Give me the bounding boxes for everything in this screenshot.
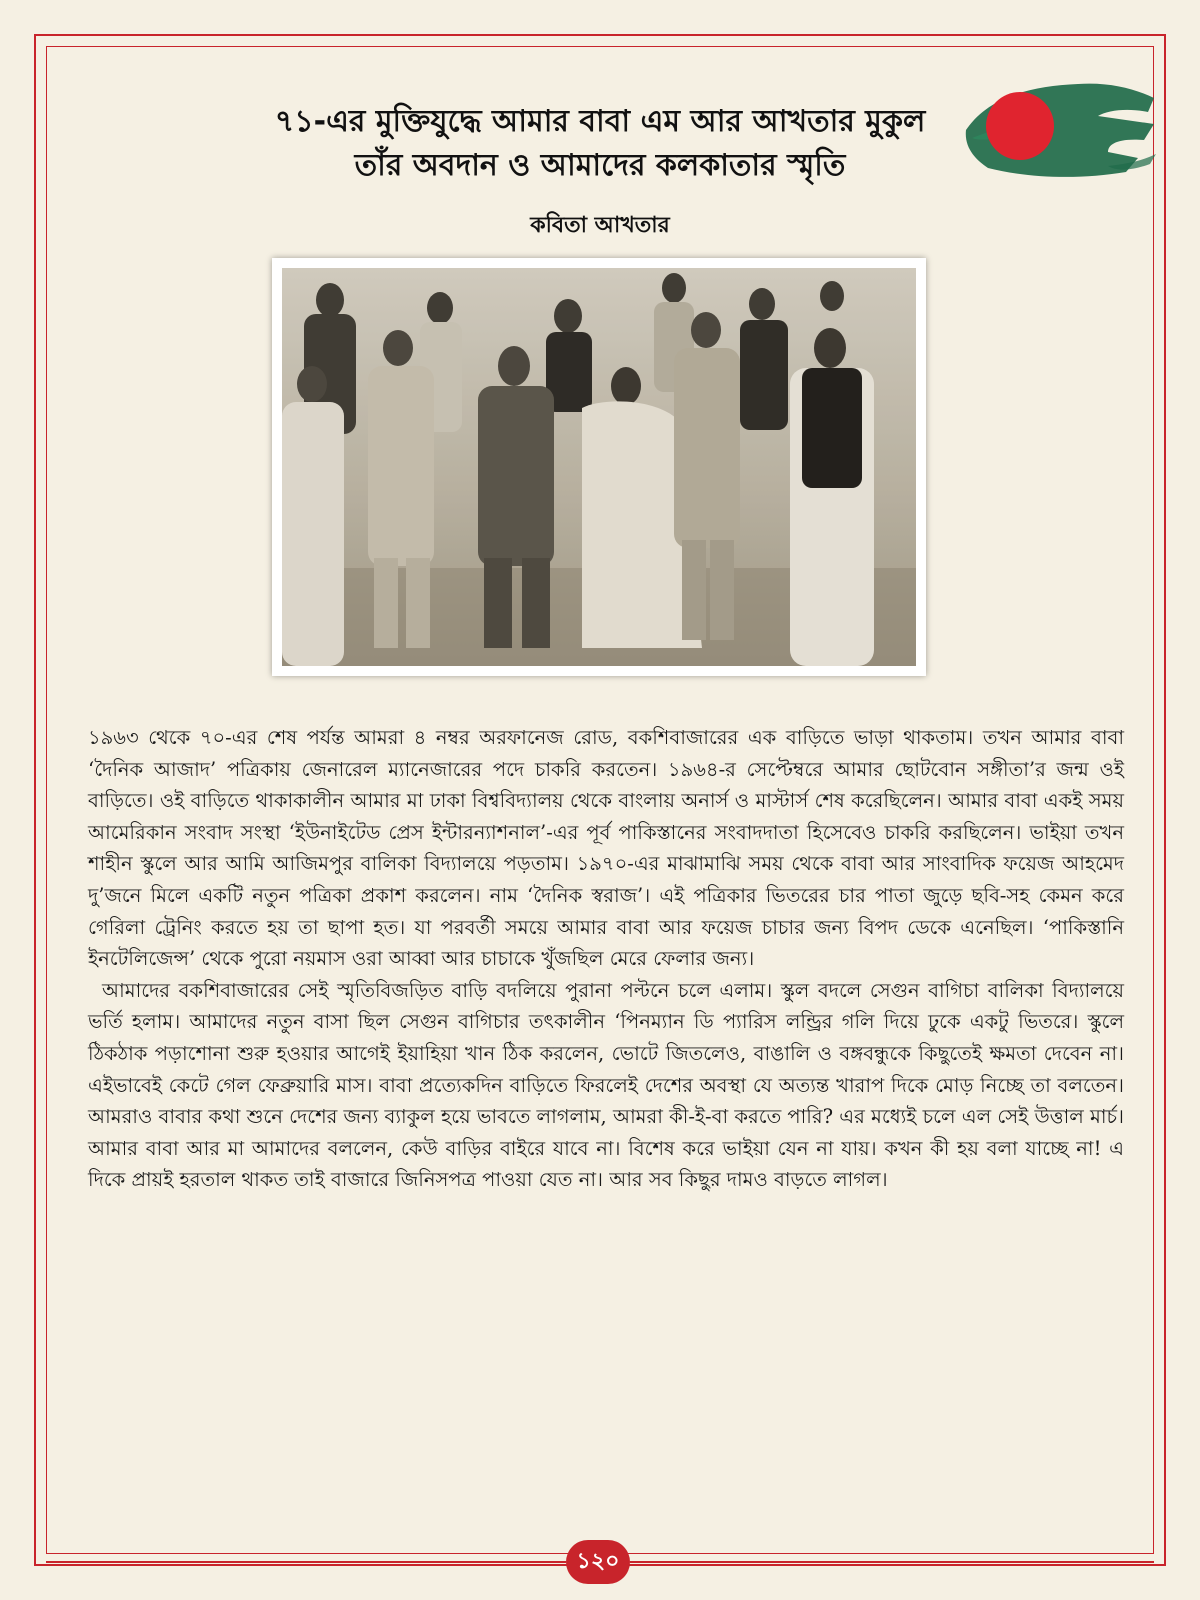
title-line-1: ৭১-এর মুক্তিযুদ্ধে আমার বাবা এম আর আখতার মুকুল [274, 104, 926, 139]
article-title [150, 100, 1050, 188]
footer-rule-right [630, 1561, 1154, 1563]
footer-rule-left [46, 1561, 566, 1563]
body-paragraph-2: আমাদের বকশিবাজারের সেই স্মৃতিবিজড়িত বাড়ি বদলিয়ে পুরানা পল্টনে চলে এলাম। স্কুল বদলে সেগুন বাগিচা বালিকা বিদ্যালয়ে ভর্তি হলাম। আমাদের নতুন বাসা ছিল সেগুন বাগিচার তৎকালীন ‘পিনম্যান ডি প্যারিস লন্ড্রির গলি দিয়ে ঢুকে একটু ভিতরে। স্কুলে ঠিকঠাক পড়াশোনা শুরু হওয়ার আগেই ইয়াহিয়া খান ঠিক করলেন, ভোটে জিতলেও, বাঙালি ও বঙ্গবন্ধুকে কিছুতেই ক্ষমতা দেবেন না। এইভাবেই কেটে গেল ফেব্রুয়ারি মাস। বাবা প্রত্যেকদিন বাড়িতে ফিরলেই দেশের অবস্থা যে অত্যন্ত খারাপ দিকে মোড় নিচ্ছে তা বলতেন। আমরাও বাবার কথা শুনে দেশের জন্য ব্যাকুল হয়ে ভাবতে লাগলাম, আমরা কী-ই-বা করতে পারি? এর মধ্যেই চলে এল সেই উত্তাল মার্চ। আমার বাবা আর মা আমাদের বললেন, কেউ বাড়ির বাইরে যাবে না। বিশেষ করে ভাইয়া যেন না যায়। কখন কী হয় বলা যাচ্ছে না! এ দিকে প্রায়ই হরতাল থাকত তাই বাজারে জিনিসপত্র পাওয়া যেত না। আর সব কিছুর দামও বাড়তে লাগল। [88, 978, 1124, 1192]
title-line-2: তাঁর অবদান ও আমাদের কলকাতার স্মৃতি [354, 148, 846, 183]
author-name: কবিতা আখতার [530, 213, 670, 238]
body-paragraph-1: ১৯৬৩ থেকে ৭০-এর শেষ পর্যন্ত আমরা ৪ নম্বর অরফানেজ রোড, বকশিবাজারের এক বাড়িতে ভাড়া থাকতাম। তখন আমার বাবা ‘দৈনিক আজাদ’ পত্রিকায় জেনারেল ম্যানেজারের পদে চাকরি করতেন। ১৯৬৪-র সেপ্টেম্বরে আমার ছোটবোন সঙ্গীতা’র জন্ম ওই বাড়িতে। ওই বাড়িতে থাকাকালীন আমার মা ঢাকা বিশ্ববিদ্যালয় থেকে বাংলায় অনার্স ও মাস্টার্স শেষ করেছিলেন। আমার বাবা একই সময় আমেরিকান সংবাদ সংস্থা ‘ইউনাইটেড প্রেস ইন্টারন্যাশনাল’-এর পূর্ব পাকিস্তানের সংবাদদাতা হিসেবেও চাকরি করছিলেন। ভাইয়া তখন শাহীন স্কুলে আর আমি আজিমপুর বালিকা বিদ্যালয়ে পড়তাম। ১৯৭০-এর মাঝামাঝি সময় থেকে বাবা আর সাংবাদিক ফয়েজ আহমেদ দু’জনে মিলে একটি নতুন পত্রিকা প্রকাশ করলেন। নাম ‘দৈনিক স্বরাজ’। এই পত্রিকার ভিতরের চার পাতা জুড়ে ছবি-সহ কেমন করে গেরিলা ট্রেনিং করতে হয় তা ছাপা হত। যা পরবর্তী সময়ে আমার বাবা আর ফয়েজ চাচার জন্য বিপদ ডেকে এনেছিল। ‘পাকিস্তানি ইনটেলিজেন্স’ থেকে পুরো নয়মাস ওরা আব্বা আর চাচাকে খুঁজছিল মেরে ফেলার জন্য। [88, 726, 1124, 971]
historic-photo-frame [272, 258, 926, 676]
article-body [88, 722, 1124, 1196]
historic-photo-icon [282, 268, 916, 666]
page-number-badge: ১২০ [566, 1540, 630, 1584]
